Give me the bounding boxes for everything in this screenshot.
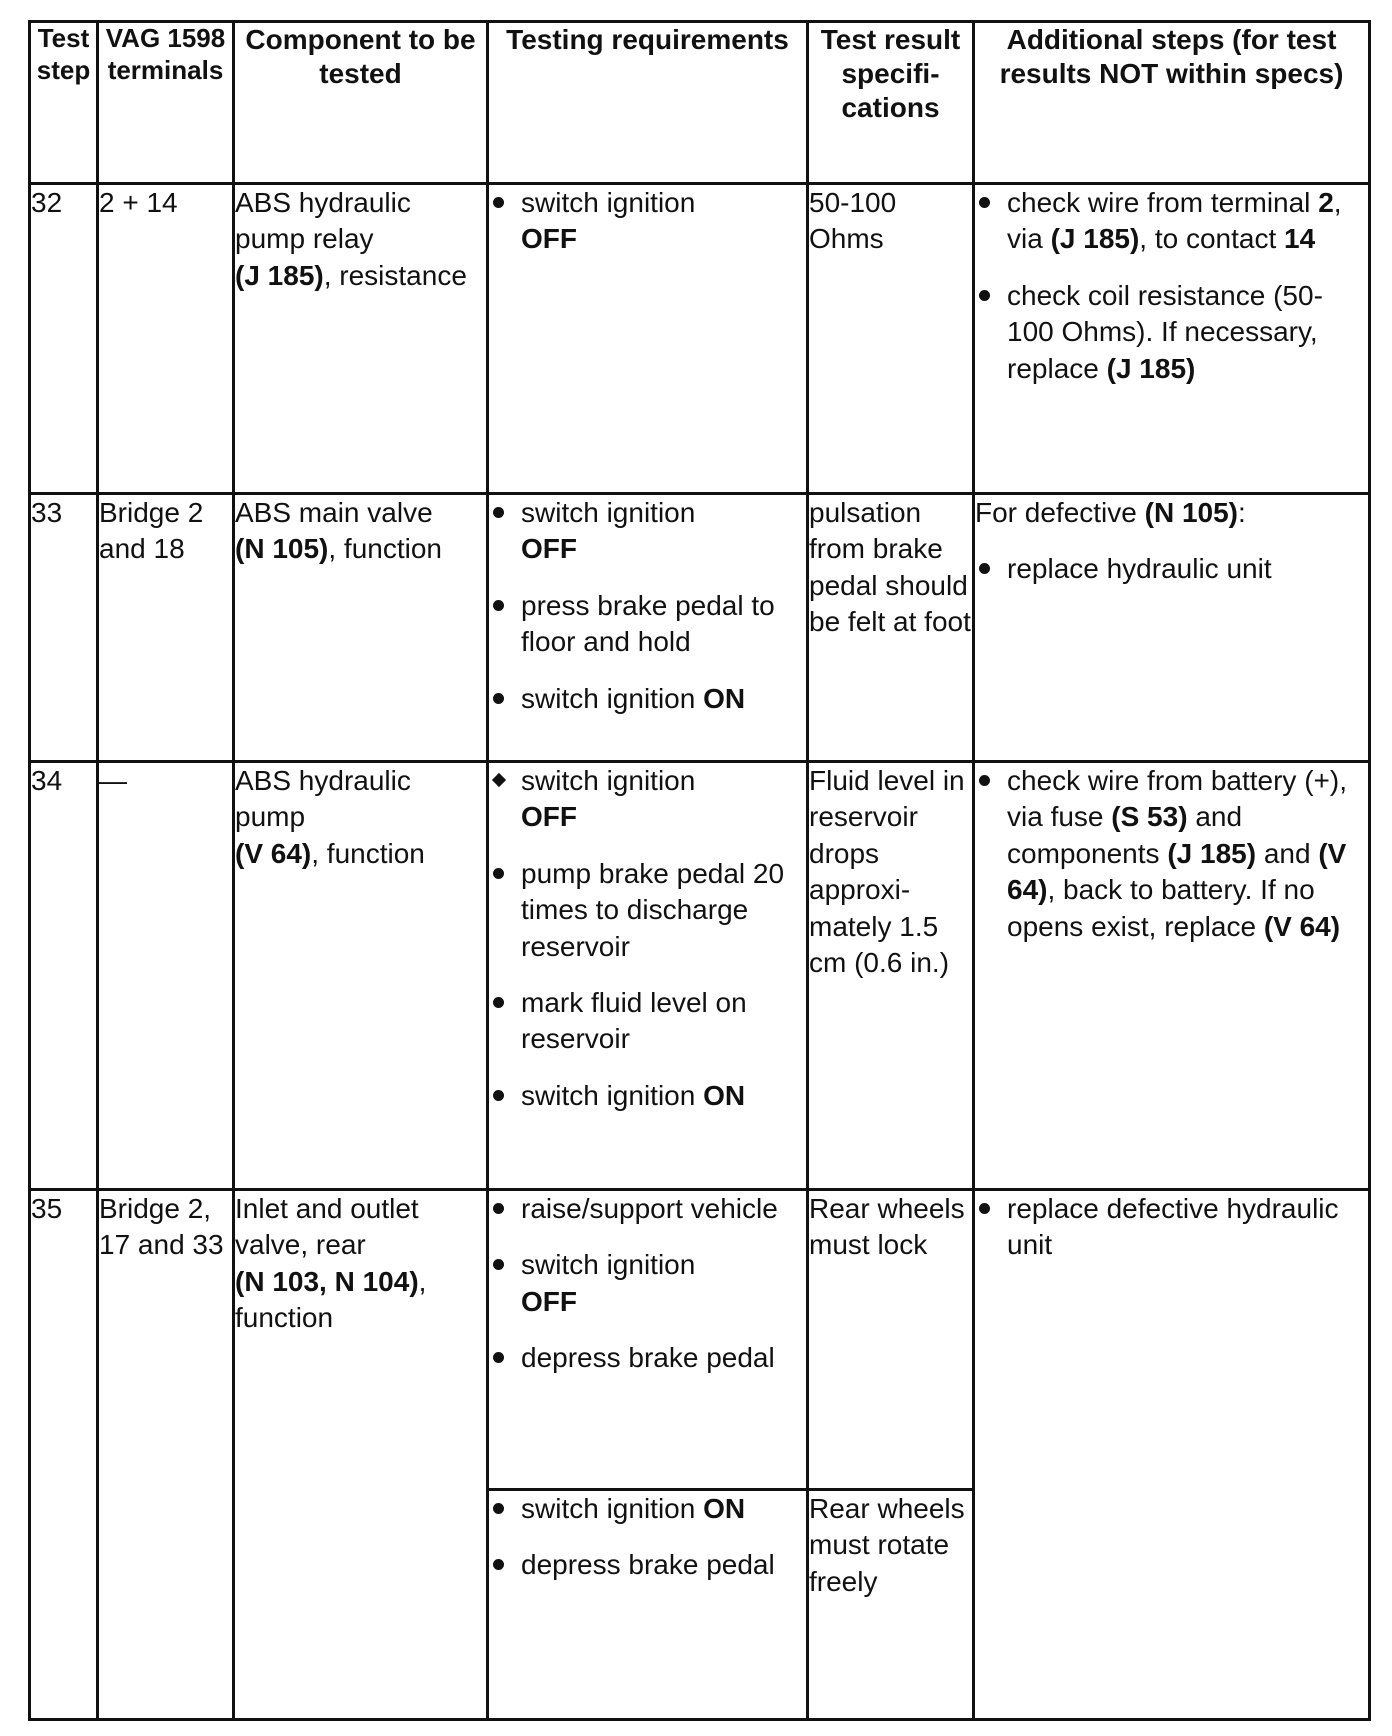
requirement-text: press brake pedal to floor and hold xyxy=(521,589,775,658)
additional-text: replace defective hydraulic unit xyxy=(1007,1193,1339,1261)
requirement-item xyxy=(489,1491,806,1527)
bullet-icon xyxy=(493,197,504,208)
component-ref: (N 105) xyxy=(1144,497,1239,528)
requirement-text: switch ignition xyxy=(521,497,696,528)
additional-text: replace hydraulic unit xyxy=(1007,553,1272,585)
table-row-34 xyxy=(30,762,1370,1190)
requirement-state: OFF xyxy=(521,1285,577,1317)
requirement-text: switch ignition xyxy=(521,682,696,714)
component-cell xyxy=(234,184,488,494)
requirements-cell xyxy=(488,762,808,1190)
requirements-cell xyxy=(488,494,808,762)
bullet-icon xyxy=(493,1503,504,1514)
additional-text: For defective xyxy=(975,497,1137,528)
diamond-bullet-icon xyxy=(492,773,506,787)
additional-item xyxy=(975,1191,1368,1264)
additional-text: check wire from battery (+), via fuse xyxy=(1007,765,1347,833)
additional-text: check wire from terminal xyxy=(1007,187,1311,218)
requirement-item xyxy=(489,1191,806,1227)
spec-cell: Fluid level in reservoir drops approxi-mately 1.5 cm (0.6 in.) xyxy=(808,762,974,1190)
requirement-state: ON xyxy=(703,682,746,714)
requirement-state: OFF xyxy=(521,223,577,255)
additional-intro xyxy=(975,495,1368,531)
additional-item xyxy=(975,185,1368,258)
fuse-ref: (S 53) xyxy=(1111,801,1188,833)
header-component: Component to be tested xyxy=(234,22,488,184)
requirement-text: pump brake pedal 20 times to discharge reservoir xyxy=(521,857,785,962)
component-suffix: , function xyxy=(328,533,443,565)
requirement-text: depress brake pedal xyxy=(521,1549,775,1581)
additional-text: , to contact xyxy=(1139,223,1277,255)
additional-item xyxy=(975,551,1368,587)
bullet-icon xyxy=(493,600,504,611)
additional-text: and xyxy=(1263,837,1311,869)
requirement-text: switch ignition xyxy=(521,187,696,218)
additional-cell xyxy=(974,494,1370,762)
test-table-page xyxy=(28,20,1368,1720)
step-number: 33 xyxy=(30,494,98,762)
bullet-icon xyxy=(493,1559,504,1570)
component-ref: (J 185) xyxy=(1050,223,1140,255)
bullet-icon xyxy=(493,1259,504,1270)
header-additional-steps: Additional steps (for test results NOT within specs) xyxy=(974,22,1370,184)
terminals-cell xyxy=(98,762,234,1190)
table-header-row xyxy=(30,22,1370,184)
requirement-item xyxy=(489,763,806,836)
bullet-icon xyxy=(979,1203,990,1214)
bullet-icon xyxy=(493,868,504,879)
requirement-item xyxy=(489,588,806,661)
additional-cell xyxy=(974,1190,1370,1720)
terminal-ref: 2 xyxy=(1318,187,1334,218)
step-number: 32 xyxy=(30,184,98,494)
table-row-33 xyxy=(30,494,1370,762)
component-suffix: , resistance xyxy=(323,259,467,291)
table-row-35 xyxy=(30,1190,1370,1490)
requirement-item xyxy=(489,1547,806,1583)
component-code: (N 103, N 104) xyxy=(235,1265,419,1297)
step-number: 35 xyxy=(30,1190,98,1720)
requirement-state: OFF xyxy=(521,533,577,565)
spec-cell: Rear wheels must rotate freely xyxy=(808,1490,974,1720)
terminals-cell: Bridge 2 and 18 xyxy=(98,494,234,762)
component-text: ABS main valve xyxy=(235,497,433,528)
component-suffix: , function xyxy=(311,837,425,869)
header-requirements: Testing requirements xyxy=(488,22,808,184)
component-cell xyxy=(234,494,488,762)
component-code: (N 105) xyxy=(235,533,329,565)
component-ref: (J 185) xyxy=(1167,837,1257,869)
requirement-item xyxy=(489,856,806,965)
requirement-text: switch ignition xyxy=(521,1493,696,1524)
additional-text: check coil resistance (50-100 Ohms). If necessary, replace xyxy=(1007,279,1323,384)
header-specs: Test result specifi-cations xyxy=(808,22,974,184)
additional-item xyxy=(975,278,1368,387)
bullet-icon xyxy=(493,1352,504,1363)
spec-cell: Rear wheels must lock xyxy=(808,1190,974,1490)
requirement-text: raise/support vehicle xyxy=(521,1193,778,1224)
requirements-cell xyxy=(488,1490,808,1720)
component-text: ABS hydraulic pump xyxy=(235,765,411,833)
bullet-icon xyxy=(493,1203,504,1214)
header-terminals: VAG 1598 terminals xyxy=(98,22,234,184)
requirement-item xyxy=(489,681,806,717)
component-text: ABS hydraulic pump relay xyxy=(235,187,411,255)
component-text: Inlet and outlet valve, rear xyxy=(235,1193,419,1261)
requirement-text: mark fluid level on reservoir xyxy=(521,986,747,1055)
bullet-icon xyxy=(979,197,990,208)
spec-cell: pulsation from brake pedal should be felt at foot xyxy=(808,494,974,762)
terminals-dash: — xyxy=(99,765,127,796)
additional-cell xyxy=(974,762,1370,1190)
additional-text: , via xyxy=(1007,187,1342,255)
requirement-item xyxy=(489,1340,806,1376)
requirement-text: switch ignition xyxy=(521,1249,696,1281)
requirement-item xyxy=(489,1247,806,1320)
requirement-item xyxy=(489,495,806,568)
requirement-text: switch ignition xyxy=(521,1079,696,1111)
component-cell xyxy=(234,762,488,1190)
bullet-icon xyxy=(979,563,990,574)
requirement-state: ON xyxy=(703,1079,746,1111)
bullet-icon xyxy=(493,507,504,518)
component-suffix: , function xyxy=(235,1265,427,1334)
requirements-cell xyxy=(488,184,808,494)
terminals-cell: Bridge 2, 17 and 33 xyxy=(98,1190,234,1720)
component-ref: (J 185) xyxy=(1106,352,1196,384)
requirement-text: switch ignition xyxy=(521,765,696,796)
requirement-state: ON xyxy=(703,1493,746,1524)
additional-cell xyxy=(974,184,1370,494)
component-ref: (V 64) xyxy=(1007,837,1347,906)
requirements-cell xyxy=(488,1190,808,1490)
abs-test-table xyxy=(28,20,1371,1721)
contact-ref: 14 xyxy=(1284,223,1316,255)
terminals-cell: 2 + 14 xyxy=(98,184,234,494)
component-cell xyxy=(234,1190,488,1720)
requirement-item xyxy=(489,1078,806,1114)
requirement-item xyxy=(489,985,806,1058)
header-test-step: Test step xyxy=(30,22,98,184)
step-number: 34 xyxy=(30,762,98,1190)
bullet-icon xyxy=(979,775,990,786)
requirement-item xyxy=(489,185,806,258)
component-code: (V 64) xyxy=(235,837,312,869)
additional-text: : xyxy=(1238,497,1246,528)
bullet-icon xyxy=(493,997,504,1008)
additional-text: , back to battery. If no opens exist, replace xyxy=(1007,874,1315,942)
table-row-32 xyxy=(30,184,1370,494)
spec-cell: 50-100 Ohms xyxy=(808,184,974,494)
bullet-icon xyxy=(979,290,990,301)
requirement-text: depress brake pedal xyxy=(521,1342,775,1374)
bullet-icon xyxy=(493,1090,504,1101)
requirement-state: OFF xyxy=(521,801,577,833)
additional-text: and components xyxy=(1007,801,1243,869)
component-ref: (V 64) xyxy=(1263,910,1341,942)
additional-item xyxy=(975,763,1368,945)
bullet-icon xyxy=(493,693,504,704)
component-code: (J 185) xyxy=(235,259,324,291)
